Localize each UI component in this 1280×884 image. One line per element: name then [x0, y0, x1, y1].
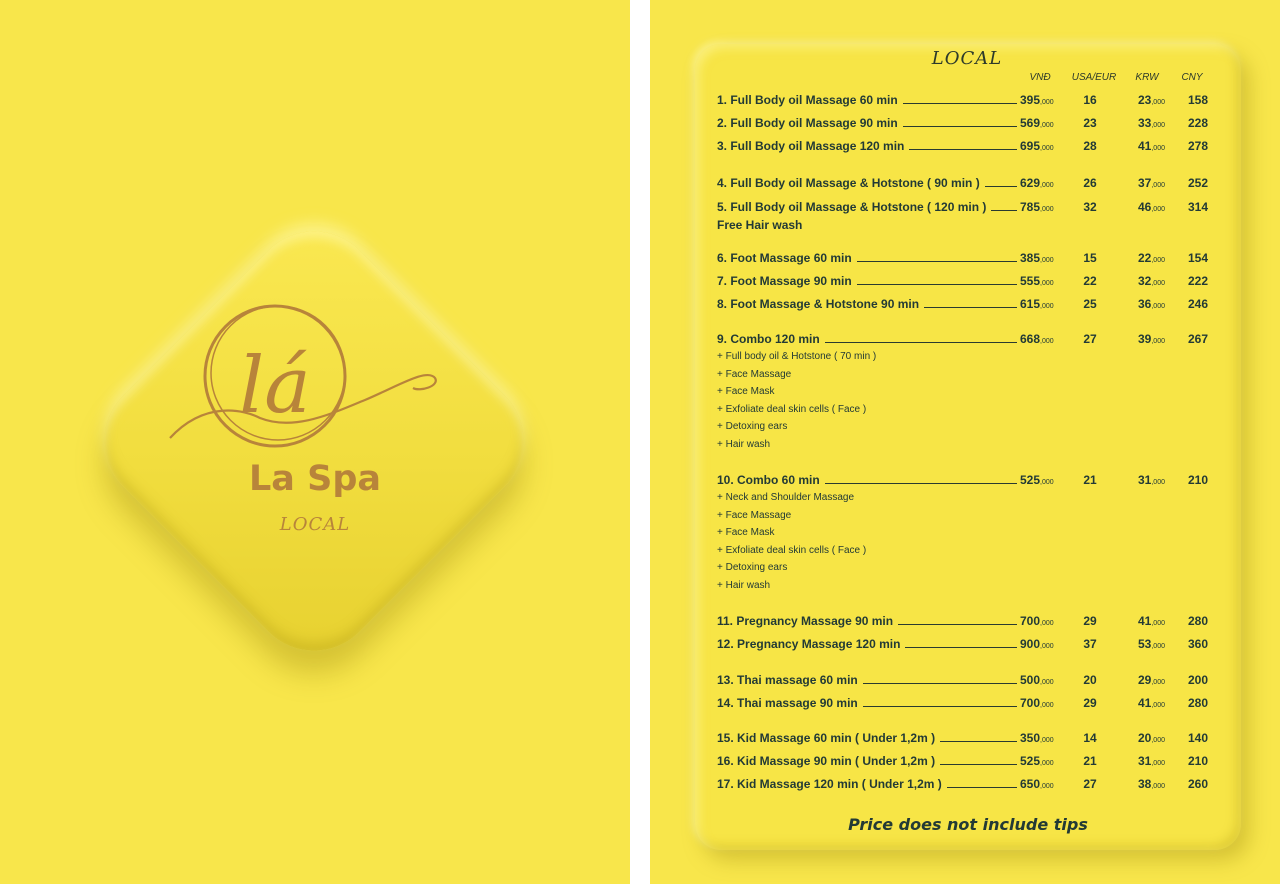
menu-item-label: 8. Foot Massage & Hotstone 90 min — [717, 297, 920, 311]
price-krw: 41,000 — [1138, 614, 1165, 628]
leader-line — [898, 624, 1017, 625]
menu-item-row — [717, 274, 1217, 290]
price-usd-eur: 20 — [1083, 673, 1097, 687]
leader-line — [924, 307, 1017, 308]
price-vnd: 500,000 — [1020, 673, 1054, 687]
menu-item-row — [717, 637, 1217, 653]
price-list-card — [695, 44, 1241, 850]
price-cny: 222 — [1187, 274, 1209, 288]
price-usd-eur: 27 — [1083, 777, 1097, 791]
price-usd-eur: 25 — [1083, 297, 1097, 311]
menu-item-row — [717, 297, 1217, 313]
leader-line — [825, 342, 1017, 343]
price-krw: 31,000 — [1138, 754, 1165, 768]
menu-item-row — [717, 251, 1217, 267]
price-vnd: 668,000 — [1020, 332, 1054, 346]
price-krw: 37,000 — [1138, 176, 1165, 190]
price-cny: 200 — [1187, 673, 1209, 687]
menu-item-label: 7. Foot Massage 90 min — [717, 274, 852, 288]
combo-include-item: + Face Mask — [717, 527, 775, 538]
price-cny: 280 — [1187, 614, 1209, 628]
menu-item-row — [717, 473, 1217, 489]
column-header-usd-eur: USA/EUR — [1071, 72, 1117, 83]
menu-item-label: 1. Full Body oil Massage 60 min — [717, 93, 898, 107]
price-vnd: 650,000 — [1020, 777, 1054, 791]
price-cny: 267 — [1187, 332, 1209, 346]
leader-line — [903, 126, 1017, 127]
menu-item-label: 9. Combo 120 min — [717, 332, 820, 346]
price-usd-eur: 32 — [1083, 200, 1097, 214]
price-usd-eur: 37 — [1083, 637, 1097, 651]
price-cny: 228 — [1187, 116, 1209, 130]
price-cny: 210 — [1187, 473, 1209, 487]
logo-mark: lá — [239, 341, 311, 431]
combo-include-item: + Neck and Shoulder Massage — [717, 492, 855, 503]
combo-include-item: + Exfoliate deal skin cells ( Face ) — [717, 544, 867, 556]
price-vnd: 700,000 — [1020, 696, 1054, 710]
price-cny: 246 — [1187, 297, 1209, 311]
price-krw: 41,000 — [1138, 139, 1165, 153]
combo-include-item: + Hair wash — [717, 438, 771, 450]
combo-include-item: + Face Mask — [717, 386, 775, 397]
menu-item-label: 5. Full Body oil Massage & Hotstone ( 120 min ) — [717, 200, 987, 214]
brand-subtitle: LOCAL — [279, 514, 351, 535]
menu-item-label: 2. Full Body oil Massage 90 min — [717, 116, 898, 130]
price-krw: 23,000 — [1138, 93, 1165, 107]
la-spa-logo-icon — [165, 300, 445, 460]
price-vnd: 569,000 — [1020, 116, 1054, 130]
leader-line — [903, 103, 1017, 104]
combo-include-item: + Detoxing ears — [717, 562, 788, 573]
price-vnd: 900,000 — [1020, 637, 1054, 651]
leader-line — [909, 149, 1017, 150]
menu-item-row — [717, 116, 1217, 132]
leader-line — [985, 186, 1017, 187]
price-usd-eur: 28 — [1083, 139, 1097, 153]
price-krw: 33,000 — [1138, 116, 1165, 130]
price-cny: 360 — [1187, 637, 1209, 651]
price-krw: 32,000 — [1138, 274, 1165, 288]
price-krw: 29,000 — [1138, 673, 1165, 687]
price-usd-eur: 23 — [1083, 116, 1097, 130]
menu-item-label: 13. Thai massage 60 min — [717, 673, 858, 687]
price-usd-eur: 21 — [1083, 754, 1097, 768]
leader-line — [825, 483, 1017, 484]
price-usd-eur: 22 — [1083, 274, 1097, 288]
menu-item-label: 10. Combo 60 min — [717, 473, 820, 487]
price-usd-eur: 29 — [1083, 696, 1097, 710]
price-vnd: 700,000 — [1020, 614, 1054, 628]
menu-item-label: 14. Thai massage 90 min — [717, 696, 858, 710]
leader-line — [905, 647, 1017, 648]
price-cny: 140 — [1187, 731, 1209, 745]
price-usd-eur: 29 — [1083, 614, 1097, 628]
price-usd-eur: 16 — [1083, 93, 1097, 107]
menu-item-label: 17. Kid Massage 120 min ( Under 1,2m ) — [717, 777, 942, 791]
leader-line — [991, 210, 1017, 211]
price-krw: 46,000 — [1138, 200, 1165, 214]
combo-include-item: + Face Massage — [717, 509, 792, 521]
combo-include-item: + Exfoliate deal skin cells ( Face ) — [717, 403, 867, 415]
price-vnd: 555,000 — [1020, 274, 1054, 288]
price-usd-eur: 15 — [1083, 251, 1097, 265]
price-cny: 280 — [1187, 696, 1209, 710]
price-vnd: 629,000 — [1020, 176, 1054, 190]
menu-item-row — [717, 332, 1217, 348]
menu-item-row — [717, 614, 1217, 630]
price-cny: 154 — [1187, 251, 1209, 265]
leader-line — [947, 787, 1017, 788]
price-krw: 41,000 — [1138, 696, 1165, 710]
price-cny: 314 — [1187, 200, 1209, 214]
combo-include-item: + Detoxing ears — [717, 421, 788, 432]
price-krw: 31,000 — [1138, 473, 1165, 487]
price-cny: 278 — [1187, 139, 1209, 153]
menu-item-note: Free Hair wash — [717, 218, 803, 232]
price-vnd: 695,000 — [1020, 139, 1054, 153]
price-krw: 20,000 — [1138, 731, 1165, 745]
leader-line — [863, 683, 1017, 684]
price-cny: 260 — [1187, 777, 1209, 791]
menu-item-label: 12. Pregnancy Massage 120 min — [717, 637, 901, 651]
menu-title: LOCAL — [931, 48, 1003, 69]
price-usd-eur: 27 — [1083, 332, 1097, 346]
price-cny: 252 — [1187, 176, 1209, 190]
price-usd-eur: 14 — [1083, 731, 1097, 745]
price-usd-eur: 26 — [1083, 176, 1097, 190]
leader-line — [863, 706, 1017, 707]
menu-item-row — [717, 673, 1217, 689]
column-header-cny: CNY — [1181, 72, 1203, 83]
price-krw: 53,000 — [1138, 637, 1165, 651]
menu-item-row — [717, 754, 1217, 770]
price-krw: 22,000 — [1138, 251, 1165, 265]
menu-item-label: 6. Foot Massage 60 min — [717, 251, 852, 265]
leader-line — [940, 764, 1017, 765]
price-vnd: 525,000 — [1020, 473, 1054, 487]
price-usd-eur: 21 — [1083, 473, 1097, 487]
leader-line — [857, 261, 1017, 262]
price-vnd: 525,000 — [1020, 754, 1054, 768]
menu-item-row — [717, 139, 1217, 155]
price-vnd: 785,000 — [1020, 200, 1054, 214]
menu-item-label: 15. Kid Massage 60 min ( Under 1,2m ) — [717, 731, 936, 745]
price-vnd: 350,000 — [1020, 731, 1054, 745]
price-vnd: 615,000 — [1020, 297, 1054, 311]
brand-name: La Spa — [249, 459, 381, 499]
menu-item-row — [717, 696, 1217, 712]
menu-item-label: 4. Full Body oil Massage & Hotstone ( 90 min ) — [717, 176, 980, 190]
menu-item-label: 11. Pregnancy Massage 90 min — [717, 614, 894, 628]
price-krw: 39,000 — [1138, 332, 1165, 346]
leader-line — [940, 741, 1017, 742]
combo-include-item: + Face Massage — [717, 368, 792, 380]
combo-include-item: + Hair wash — [717, 579, 771, 591]
menu-item-row — [717, 777, 1217, 793]
price-cny: 210 — [1187, 754, 1209, 768]
combo-include-item: + Full body oil & Hotstone ( 70 min ) — [717, 351, 877, 362]
column-header-vnd: VNĐ — [1029, 72, 1051, 83]
menu-item-row — [717, 731, 1217, 747]
price-vnd: 385,000 — [1020, 251, 1054, 265]
menu-item-row — [717, 93, 1217, 109]
leader-line — [857, 284, 1017, 285]
price-krw: 38,000 — [1138, 777, 1165, 791]
price-krw: 36,000 — [1138, 297, 1165, 311]
menu-item-label: 3. Full Body oil Massage 120 min — [717, 139, 905, 153]
price-note: Price does not include tips — [848, 815, 1088, 834]
menu-item-row — [717, 176, 1217, 192]
menu-item-label: 16. Kid Massage 90 min ( Under 1,2m ) — [717, 754, 936, 768]
column-header-krw: KRW — [1135, 72, 1159, 83]
price-vnd: 395,000 — [1020, 93, 1054, 107]
menu-item-row — [717, 200, 1217, 216]
price-cny: 158 — [1187, 93, 1209, 107]
